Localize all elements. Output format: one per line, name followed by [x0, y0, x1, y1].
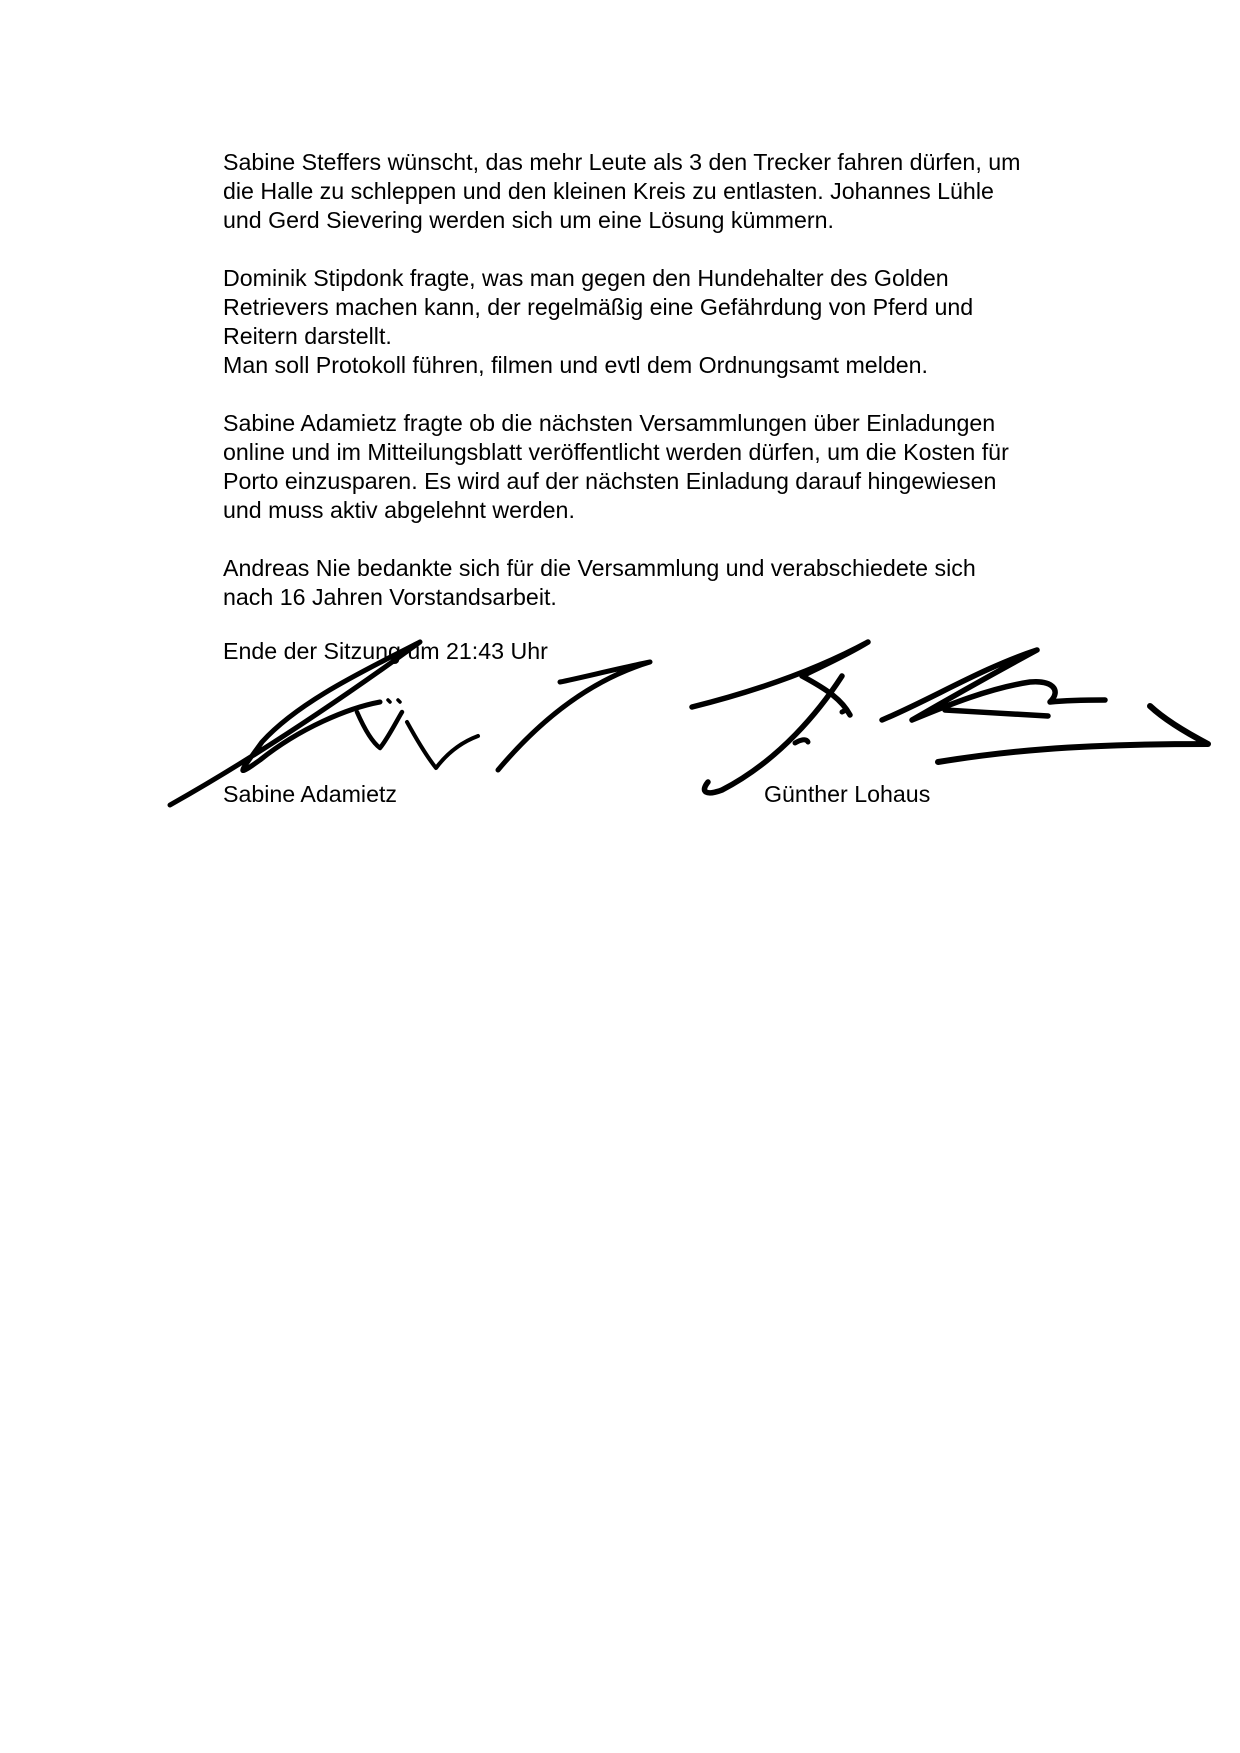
text-line: Reitern darstellt.: [223, 323, 392, 349]
paragraph-farewell: [223, 554, 1123, 612]
text-line: und Gerd Sievering werden sich um eine Lösung kümmern.: [223, 207, 834, 233]
paragraph-dog-owner: [223, 264, 1123, 380]
text-line: Sabine Steffers wünscht, das mehr Leute als 3 den Trecker fahren dürfen, um: [223, 149, 1021, 175]
text-line: und muss aktiv abgelehnt werden.: [223, 497, 575, 523]
minutes-body: [223, 148, 1123, 641]
signature-left-stroke: [407, 722, 478, 768]
signature-right-stroke: [692, 642, 868, 715]
text-line: Dominik Stipdonk fragte, was man gegen den Hundehalter des Golden: [223, 265, 949, 291]
meeting-end-time: Ende der Sitzung um 21:43 Uhr: [223, 638, 548, 664]
signature-right-stroke: [842, 710, 846, 712]
text-line: online und im Mitteilungsblatt veröffentlicht werden dürfen, um die Kosten für: [223, 439, 1009, 465]
text-line: nach 16 Jahren Vorstandsarbeit.: [223, 584, 557, 610]
text-line: Porto einzusparen. Es wird auf der nächsten Einladung darauf hingewiesen: [223, 468, 997, 494]
signature-right: [692, 642, 1208, 793]
signature-right-stroke: [704, 676, 842, 793]
paragraph-tractor: [223, 148, 1123, 235]
signature-right-stroke: [945, 710, 1048, 716]
text-line: Man soll Protokoll führen, filmen und evtl dem Ordnungsamt melden.: [223, 352, 928, 378]
signature-left-stroke: [498, 662, 650, 770]
text-line: Andreas Nie bedankte sich für die Versammlung und verabschiedete sich: [223, 555, 976, 581]
text-line: Sabine Adamietz fragte ob die nächsten Versammlungen über Einladungen: [223, 410, 996, 436]
signature-right-stroke: [882, 650, 1105, 720]
signer-name-right: Günther Lohaus: [764, 781, 931, 807]
signature-left-stroke: [357, 712, 402, 748]
signature-left-stroke: [388, 700, 400, 702]
signature-right-stroke: [795, 740, 808, 743]
signature-right-stroke: [938, 706, 1208, 762]
text-line: die Halle zu schleppen und den kleinen Kreis zu entlasten. Johannes Lühle: [223, 178, 994, 204]
signer-name-left: Sabine Adamietz: [223, 781, 398, 807]
text-line: Retrievers machen kann, der regelmäßig eine Gefährdung von Pferd und: [223, 294, 974, 320]
paragraph-invitations: [223, 409, 1123, 525]
